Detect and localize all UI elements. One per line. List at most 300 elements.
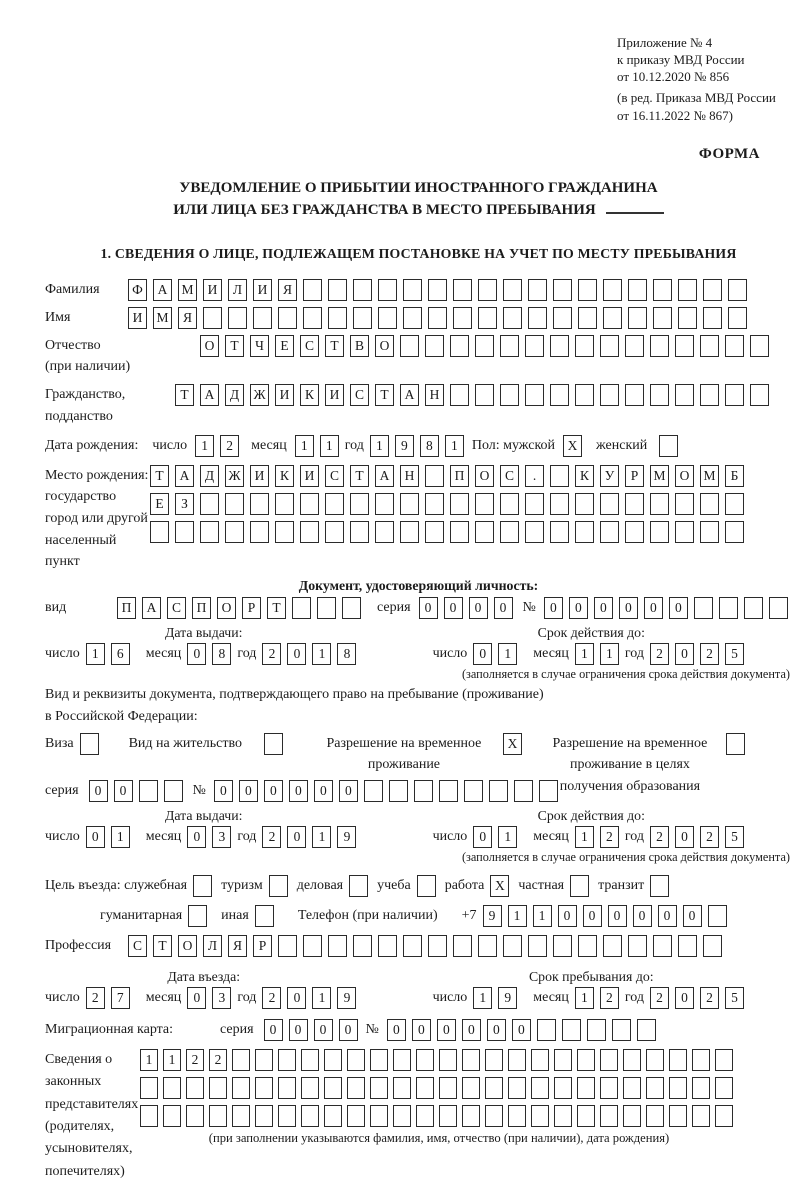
char-box[interactable] — [370, 1077, 388, 1099]
char-box[interactable]: М — [178, 279, 197, 301]
char-box[interactable]: 0 — [287, 987, 306, 1009]
char-box[interactable] — [675, 521, 694, 543]
char-box[interactable]: 0 — [187, 826, 206, 848]
char-box[interactable]: 3 — [212, 826, 231, 848]
char-box[interactable] — [350, 521, 369, 543]
char-box[interactable]: 1 — [600, 643, 619, 665]
char-box[interactable]: 0 — [675, 987, 694, 1009]
char-box[interactable]: Ж — [250, 384, 269, 406]
name-input[interactable] — [128, 307, 753, 329]
char-box[interactable] — [278, 307, 297, 329]
char-box[interactable] — [378, 935, 397, 957]
char-box[interactable] — [478, 935, 497, 957]
char-box[interactable] — [347, 1105, 365, 1127]
char-box[interactable] — [600, 1049, 618, 1071]
char-box[interactable]: 0 — [214, 780, 233, 802]
char-box[interactable] — [587, 1019, 606, 1041]
char-box[interactable]: 9 — [337, 826, 356, 848]
char-box[interactable]: 0 — [419, 597, 438, 619]
char-box[interactable] — [525, 493, 544, 515]
char-box[interactable] — [603, 935, 622, 957]
char-box[interactable] — [163, 1105, 181, 1127]
char-box[interactable] — [370, 1049, 388, 1071]
passport-expiry-month[interactable] — [575, 643, 625, 665]
char-box[interactable] — [719, 597, 738, 619]
char-box[interactable] — [403, 279, 422, 301]
mig-number-input[interactable] — [387, 1019, 662, 1041]
char-box[interactable] — [554, 1105, 572, 1127]
char-box[interactable]: 6 — [111, 643, 130, 665]
char-box[interactable] — [450, 335, 469, 357]
surname-input[interactable] — [128, 279, 753, 301]
char-box[interactable] — [669, 1105, 687, 1127]
char-box[interactable] — [255, 1077, 273, 1099]
char-box[interactable] — [253, 307, 272, 329]
char-box[interactable]: Т — [375, 384, 394, 406]
char-box[interactable] — [485, 1105, 503, 1127]
char-box[interactable]: 0 — [289, 1019, 308, 1041]
char-box[interactable] — [725, 384, 744, 406]
char-box[interactable] — [603, 307, 622, 329]
char-box[interactable]: 0 — [339, 1019, 358, 1041]
char-box[interactable] — [163, 1077, 181, 1099]
char-box[interactable] — [700, 335, 719, 357]
char-box[interactable]: 1 — [575, 987, 594, 1009]
char-box[interactable]: Д — [200, 465, 219, 487]
char-box[interactable] — [650, 384, 669, 406]
char-box[interactable] — [203, 307, 222, 329]
resid-issue-day[interactable] — [86, 826, 136, 848]
char-box[interactable] — [416, 1049, 434, 1071]
char-box[interactable] — [403, 307, 422, 329]
char-box[interactable] — [575, 521, 594, 543]
char-box[interactable] — [562, 1019, 581, 1041]
char-box[interactable] — [625, 493, 644, 515]
char-box[interactable] — [250, 521, 269, 543]
passport-issue-month[interactable] — [187, 643, 237, 665]
char-box[interactable] — [300, 493, 319, 515]
char-box[interactable]: К — [300, 384, 319, 406]
char-box[interactable] — [694, 597, 713, 619]
char-box[interactable] — [350, 493, 369, 515]
char-box[interactable] — [728, 279, 747, 301]
doc-series-input[interactable] — [419, 597, 519, 619]
char-box[interactable] — [416, 1077, 434, 1099]
birthplace-input-line1[interactable] — [150, 465, 750, 487]
char-box[interactable]: 5 — [725, 987, 744, 1009]
patronymic-input[interactable] — [200, 335, 775, 357]
char-box[interactable] — [600, 521, 619, 543]
char-box[interactable]: Д — [225, 384, 244, 406]
char-box[interactable] — [700, 521, 719, 543]
char-box[interactable] — [625, 335, 644, 357]
char-box[interactable] — [328, 279, 347, 301]
char-box[interactable] — [328, 307, 347, 329]
char-box[interactable] — [715, 1077, 733, 1099]
char-box[interactable] — [553, 279, 572, 301]
char-box[interactable]: И — [300, 465, 319, 487]
resid-number-input[interactable] — [214, 780, 564, 802]
char-box[interactable] — [478, 279, 497, 301]
char-box[interactable] — [600, 493, 619, 515]
mig-series-input[interactable] — [264, 1019, 364, 1041]
char-box[interactable] — [692, 1049, 710, 1071]
checkbox-purpose-tourism[interactable] — [269, 875, 288, 897]
char-box[interactable] — [425, 521, 444, 543]
char-box[interactable] — [278, 1105, 296, 1127]
char-box[interactable]: 0 — [412, 1019, 431, 1041]
char-box[interactable] — [623, 1105, 641, 1127]
char-box[interactable] — [503, 935, 522, 957]
char-box[interactable] — [503, 279, 522, 301]
char-box[interactable] — [328, 935, 347, 957]
char-box[interactable] — [324, 1049, 342, 1071]
char-box[interactable] — [232, 1049, 250, 1071]
stay-month[interactable] — [575, 987, 625, 1009]
char-box[interactable]: 0 — [264, 1019, 283, 1041]
char-box[interactable] — [612, 1019, 631, 1041]
char-box[interactable]: Ж — [225, 465, 244, 487]
birth-year-input[interactable] — [370, 435, 470, 457]
checkbox-purpose-official[interactable] — [193, 875, 212, 897]
char-box[interactable] — [525, 384, 544, 406]
char-box[interactable]: П — [450, 465, 469, 487]
char-box[interactable] — [550, 335, 569, 357]
char-box[interactable] — [150, 521, 169, 543]
char-box[interactable]: 1 — [575, 643, 594, 665]
char-box[interactable] — [255, 1049, 273, 1071]
char-box[interactable]: С — [300, 335, 319, 357]
char-box[interactable] — [200, 493, 219, 515]
char-box[interactable]: 1 — [533, 905, 552, 927]
char-box[interactable] — [453, 935, 472, 957]
char-box[interactable]: А — [375, 465, 394, 487]
char-box[interactable]: К — [275, 465, 294, 487]
char-box[interactable] — [228, 307, 247, 329]
char-box[interactable] — [600, 1105, 618, 1127]
checkbox-purpose-business[interactable] — [349, 875, 368, 897]
char-box[interactable] — [700, 493, 719, 515]
char-box[interactable]: 1 — [498, 826, 517, 848]
char-box[interactable]: О — [675, 465, 694, 487]
char-box[interactable]: 0 — [473, 643, 492, 665]
resid-expiry-day[interactable] — [473, 826, 523, 848]
char-box[interactable] — [600, 384, 619, 406]
stay-year[interactable] — [650, 987, 750, 1009]
char-box[interactable]: 9 — [483, 905, 502, 927]
char-box[interactable] — [500, 521, 519, 543]
char-box[interactable]: 0 — [544, 597, 563, 619]
char-box[interactable] — [393, 1105, 411, 1127]
checkbox-purpose-transit[interactable] — [650, 875, 669, 897]
char-box[interactable] — [669, 1077, 687, 1099]
char-box[interactable]: И — [325, 384, 344, 406]
char-box[interactable] — [725, 521, 744, 543]
char-box[interactable] — [278, 935, 297, 957]
char-box[interactable] — [300, 521, 319, 543]
char-box[interactable]: 0 — [669, 597, 688, 619]
char-box[interactable]: 0 — [462, 1019, 481, 1041]
char-box[interactable]: 1 — [508, 905, 527, 927]
char-box[interactable]: 2 — [700, 987, 719, 1009]
char-box[interactable]: О — [375, 335, 394, 357]
char-box[interactable] — [692, 1105, 710, 1127]
char-box[interactable] — [140, 1105, 158, 1127]
char-box[interactable]: С — [167, 597, 186, 619]
char-box[interactable]: Я — [178, 307, 197, 329]
char-box[interactable] — [232, 1077, 250, 1099]
char-box[interactable]: 8 — [212, 643, 231, 665]
char-box[interactable] — [550, 465, 569, 487]
char-box[interactable] — [450, 384, 469, 406]
birthplace-input-line2[interactable] — [150, 493, 750, 515]
char-box[interactable] — [646, 1105, 664, 1127]
char-box[interactable] — [603, 279, 622, 301]
char-box[interactable]: Т — [153, 935, 172, 957]
char-box[interactable]: А — [175, 465, 194, 487]
char-box[interactable] — [675, 384, 694, 406]
char-box[interactable] — [550, 493, 569, 515]
char-box[interactable] — [500, 384, 519, 406]
char-box[interactable] — [669, 1049, 687, 1071]
char-box[interactable] — [450, 521, 469, 543]
char-box[interactable]: 0 — [512, 1019, 531, 1041]
char-box[interactable] — [675, 493, 694, 515]
char-box[interactable] — [485, 1049, 503, 1071]
passport-issue-day[interactable] — [86, 643, 136, 665]
char-box[interactable]: 0 — [487, 1019, 506, 1041]
char-box[interactable]: И — [275, 384, 294, 406]
char-box[interactable] — [292, 597, 311, 619]
char-box[interactable] — [389, 780, 408, 802]
char-box[interactable] — [425, 493, 444, 515]
char-box[interactable] — [428, 279, 447, 301]
char-box[interactable]: Л — [228, 279, 247, 301]
char-box[interactable] — [537, 1019, 556, 1041]
char-box[interactable] — [600, 335, 619, 357]
char-box[interactable] — [550, 521, 569, 543]
char-box[interactable]: 3 — [212, 987, 231, 1009]
char-box[interactable]: 2 — [650, 643, 669, 665]
char-box[interactable]: 2 — [262, 643, 281, 665]
checkbox-temp-residence-edu[interactable] — [726, 733, 745, 755]
char-box[interactable] — [553, 935, 572, 957]
char-box[interactable]: О — [475, 465, 494, 487]
char-box[interactable]: З — [175, 493, 194, 515]
char-box[interactable] — [439, 1049, 457, 1071]
char-box[interactable] — [225, 493, 244, 515]
char-box[interactable]: Т — [225, 335, 244, 357]
char-box[interactable] — [650, 521, 669, 543]
char-box[interactable] — [703, 307, 722, 329]
char-box[interactable]: С — [350, 384, 369, 406]
char-box[interactable] — [725, 493, 744, 515]
char-box[interactable] — [462, 1077, 480, 1099]
char-box[interactable]: У — [600, 465, 619, 487]
char-box[interactable] — [232, 1105, 250, 1127]
char-box[interactable] — [678, 935, 697, 957]
char-box[interactable]: 0 — [444, 597, 463, 619]
char-box[interactable]: 1 — [312, 987, 331, 1009]
guardians-input-line2[interactable] — [140, 1077, 738, 1099]
resid-expiry-month[interactable] — [575, 826, 625, 848]
char-box[interactable]: 9 — [498, 987, 517, 1009]
char-box[interactable] — [464, 780, 483, 802]
char-box[interactable]: 2 — [650, 987, 669, 1009]
char-box[interactable]: 5 — [725, 643, 744, 665]
char-box[interactable] — [375, 493, 394, 515]
checkbox-purpose-humanitarian[interactable] — [188, 905, 207, 927]
char-box[interactable] — [715, 1105, 733, 1127]
char-box[interactable]: 2 — [700, 826, 719, 848]
char-box[interactable]: Н — [400, 465, 419, 487]
checkbox-visa[interactable] — [80, 733, 99, 755]
checkbox-purpose-private[interactable] — [570, 875, 589, 897]
char-box[interactable]: 9 — [395, 435, 414, 457]
char-box[interactable] — [317, 597, 336, 619]
char-box[interactable] — [428, 935, 447, 957]
char-box[interactable] — [462, 1049, 480, 1071]
char-box[interactable] — [475, 493, 494, 515]
char-box[interactable] — [353, 279, 372, 301]
char-box[interactable]: 2 — [262, 987, 281, 1009]
char-box[interactable]: Я — [278, 279, 297, 301]
char-box[interactable] — [275, 521, 294, 543]
char-box[interactable]: 0 — [473, 826, 492, 848]
char-box[interactable] — [453, 279, 472, 301]
char-box[interactable] — [653, 935, 672, 957]
char-box[interactable]: 0 — [569, 597, 588, 619]
char-box[interactable]: Я — [228, 935, 247, 957]
char-box[interactable]: Т — [150, 465, 169, 487]
char-box[interactable] — [301, 1105, 319, 1127]
char-box[interactable] — [462, 1105, 480, 1127]
char-box[interactable]: 0 — [619, 597, 638, 619]
char-box[interactable]: 0 — [583, 905, 602, 927]
char-box[interactable] — [575, 384, 594, 406]
char-box[interactable] — [500, 493, 519, 515]
char-box[interactable]: 0 — [644, 597, 663, 619]
char-box[interactable]: Е — [275, 335, 294, 357]
char-box[interactable] — [577, 1105, 595, 1127]
char-box[interactable] — [325, 521, 344, 543]
char-box[interactable] — [637, 1019, 656, 1041]
char-box[interactable] — [539, 780, 558, 802]
passport-issue-year[interactable] — [262, 643, 362, 665]
char-box[interactable]: 1 — [195, 435, 214, 457]
char-box[interactable] — [725, 335, 744, 357]
entry-year[interactable] — [262, 987, 362, 1009]
char-box[interactable] — [525, 521, 544, 543]
char-box[interactable]: И — [250, 465, 269, 487]
char-box[interactable] — [475, 384, 494, 406]
char-box[interactable]: 2 — [600, 826, 619, 848]
char-box[interactable] — [769, 597, 788, 619]
passport-expiry-day[interactable] — [473, 643, 523, 665]
char-box[interactable]: Н — [425, 384, 444, 406]
char-box[interactable]: Р — [242, 597, 261, 619]
char-box[interactable] — [578, 307, 597, 329]
char-box[interactable] — [489, 780, 508, 802]
char-box[interactable]: Е — [150, 493, 169, 515]
char-box[interactable] — [728, 307, 747, 329]
char-box[interactable] — [678, 279, 697, 301]
char-box[interactable]: 2 — [650, 826, 669, 848]
char-box[interactable] — [353, 307, 372, 329]
char-box[interactable] — [708, 905, 727, 927]
char-box[interactable] — [577, 1049, 595, 1071]
char-box[interactable] — [703, 279, 722, 301]
char-box[interactable]: 7 — [111, 987, 130, 1009]
char-box[interactable]: 1 — [295, 435, 314, 457]
char-box[interactable]: Т — [325, 335, 344, 357]
char-box[interactable] — [475, 521, 494, 543]
char-box[interactable] — [425, 335, 444, 357]
resid-issue-year[interactable] — [262, 826, 362, 848]
char-box[interactable]: 0 — [89, 780, 108, 802]
char-box[interactable]: 0 — [314, 1019, 333, 1041]
char-box[interactable]: . — [525, 465, 544, 487]
char-box[interactable]: П — [117, 597, 136, 619]
char-box[interactable] — [625, 384, 644, 406]
char-box[interactable]: 0 — [658, 905, 677, 927]
char-box[interactable]: 2 — [600, 987, 619, 1009]
char-box[interactable]: 0 — [608, 905, 627, 927]
char-box[interactable] — [439, 1077, 457, 1099]
char-box[interactable]: 1 — [111, 826, 130, 848]
char-box[interactable]: 1 — [312, 826, 331, 848]
char-box[interactable]: Р — [253, 935, 272, 957]
char-box[interactable] — [628, 935, 647, 957]
citizenship-input[interactable] — [175, 384, 775, 406]
resid-series-input[interactable] — [89, 780, 189, 802]
char-box[interactable] — [301, 1049, 319, 1071]
char-box[interactable]: 1 — [320, 435, 339, 457]
char-box[interactable]: М — [153, 307, 172, 329]
birthplace-input-line3[interactable] — [150, 521, 750, 543]
char-box[interactable]: И — [253, 279, 272, 301]
char-box[interactable] — [453, 307, 472, 329]
char-box[interactable] — [278, 1049, 296, 1071]
char-box[interactable] — [531, 1049, 549, 1071]
char-box[interactable] — [324, 1105, 342, 1127]
char-box[interactable] — [528, 279, 547, 301]
char-box[interactable]: А — [400, 384, 419, 406]
char-box[interactable] — [650, 493, 669, 515]
char-box[interactable] — [646, 1077, 664, 1099]
char-box[interactable] — [550, 384, 569, 406]
char-box[interactable] — [577, 1077, 595, 1099]
char-box[interactable]: П — [192, 597, 211, 619]
char-box[interactable] — [414, 780, 433, 802]
char-box[interactable]: 0 — [86, 826, 105, 848]
char-box[interactable]: Л — [203, 935, 222, 957]
doc-type-input[interactable] — [117, 597, 367, 619]
char-box[interactable] — [485, 1077, 503, 1099]
char-box[interactable] — [301, 1077, 319, 1099]
char-box[interactable]: 1 — [575, 826, 594, 848]
char-box[interactable]: 1 — [445, 435, 464, 457]
char-box[interactable]: 0 — [594, 597, 613, 619]
char-box[interactable]: Ч — [250, 335, 269, 357]
char-box[interactable] — [186, 1077, 204, 1099]
char-box[interactable] — [416, 1105, 434, 1127]
char-box[interactable] — [715, 1049, 733, 1071]
char-box[interactable]: 0 — [287, 643, 306, 665]
char-box[interactable] — [578, 935, 597, 957]
char-box[interactable] — [508, 1077, 526, 1099]
checkbox-purpose-study[interactable] — [417, 875, 436, 897]
